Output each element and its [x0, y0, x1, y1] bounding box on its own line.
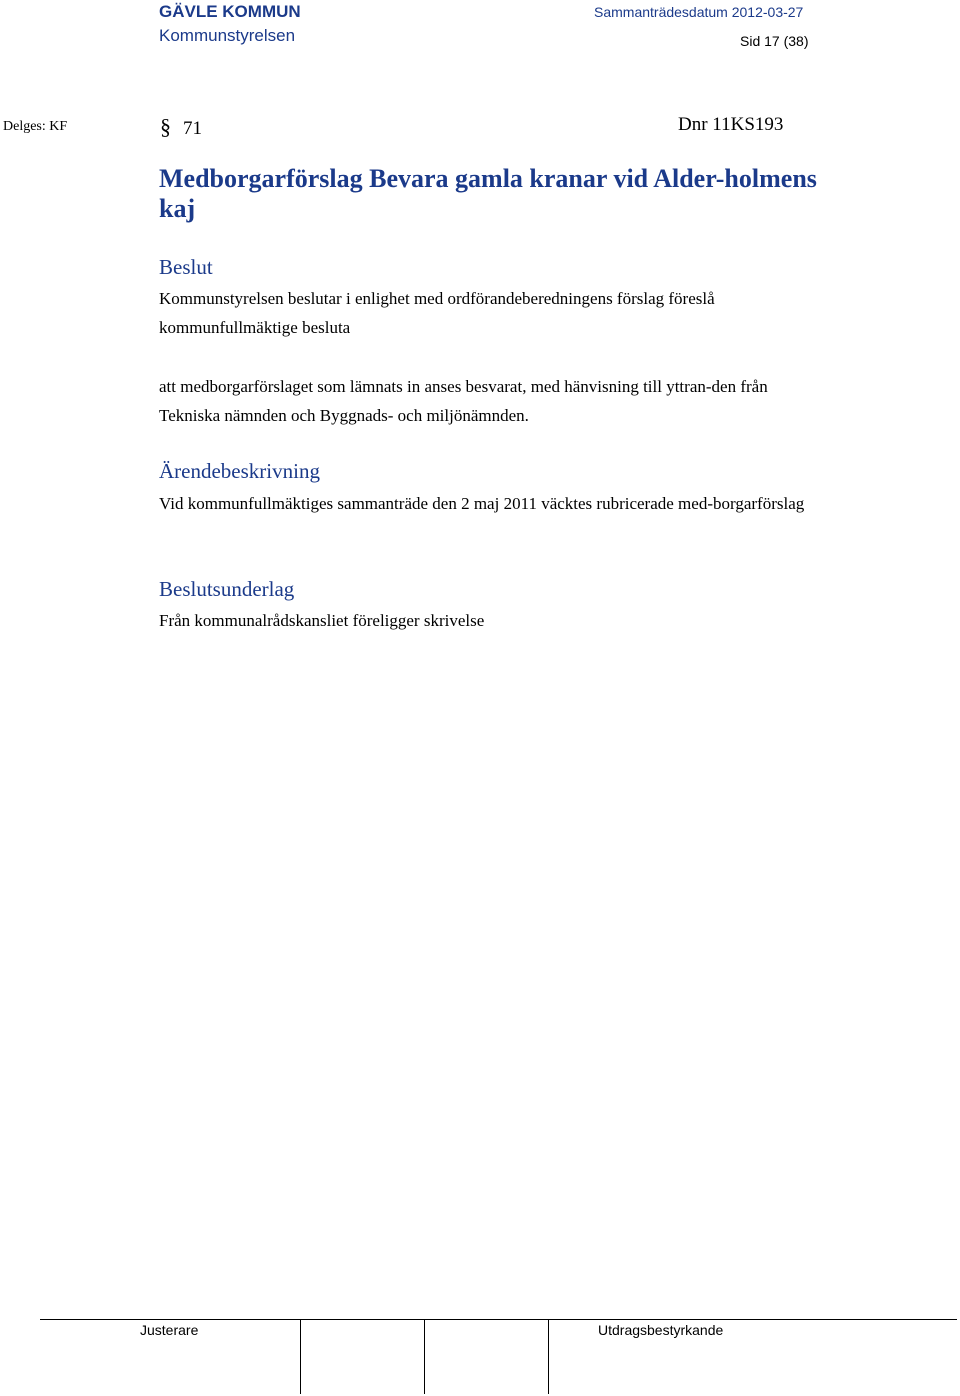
utdragsbestyrkande-label: Utdragsbestyrkande	[598, 1322, 724, 1338]
beslut-heading: Beslut	[159, 255, 213, 279]
department-name: Kommunstyrelsen	[159, 26, 296, 45]
document-title: Medborgarförslag Bevara gamla kranar vid Alder-holmens kaj	[159, 164, 817, 223]
delges-label: Delges: KF	[3, 119, 68, 134]
paragraph-value: 71	[183, 118, 202, 139]
beslut-intro: Kommunstyrelsen beslutar i enlighet med ordförandeberedningens förslag föreslå kommunfullmäktige besluta	[159, 289, 715, 337]
footer-divider	[424, 1319, 425, 1394]
page-number: Sid 17 (38)	[740, 33, 809, 49]
dnr-number: Dnr 11KS193	[678, 114, 784, 135]
footer-divider	[548, 1319, 549, 1394]
justerare-label: Justerare	[140, 1322, 199, 1338]
beslutsunderlag-heading: Beslutsunderlag	[159, 577, 295, 601]
beslutsunderlag-text: Från kommunalrådskansliet föreligger skrivelse	[159, 611, 485, 630]
arendebeskrivning-text: Vid kommunfullmäktiges sammanträde den 2 maj 2011 väcktes rubricerade med-borgarförslag	[159, 494, 805, 513]
beslut-decision: att medborgarförslaget som lämnats in anses besvarat, med hänvisning till yttran-den från Tekniska nämnden och Byggnads- och miljönämnden.	[159, 377, 768, 425]
footer-rule	[40, 1319, 957, 1320]
meeting-date: Sammanträdesdatum 2012-03-27	[594, 4, 804, 20]
arendebeskrivning-heading: Ärendebeskrivning	[159, 459, 320, 483]
paragraph-number	[160, 114, 202, 140]
footer-divider	[300, 1319, 301, 1394]
paragraph-sign: §	[160, 114, 171, 139]
organization-name: GÄVLE KOMMUN	[159, 2, 301, 21]
